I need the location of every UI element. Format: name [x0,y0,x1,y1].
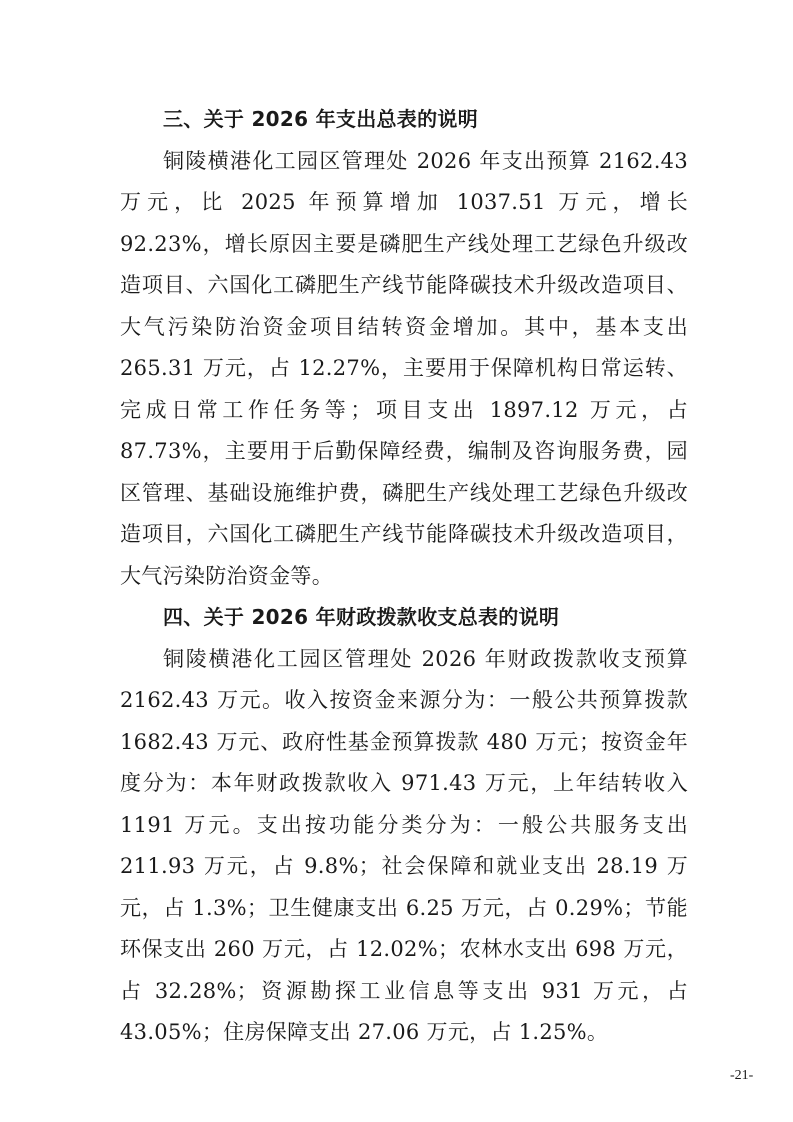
section-4-paragraph: 铜陵横港化工园区管理处 2026 年财政拨款收支预算 2162.43 万元。收入按资金来源分为：一般公共预算拨款 1682.43 万元、政府性基金预算拨款 480 万元；按资金年度分为：本年财政拨款收入 971.43 万元，上年结转收入 1191 万元。支出按功能分类分为：一般公共服务支出 211.93 万元，占 9.8%；社会保障和就业支出 28.19 万元，占 1.3%；卫生健康支出 6.25 万元，占 0.29%；节能环保支出 260 万元，占 12.02%；农林水支出 698 万元，占 32.28%；资源勘探工业信息等支出 931 万元，占 43.05%；住房保障支出 27.06 万元，占 1.25%。 [120,646,688,1044]
section-4-heading: 四、关于 2026 年财政拨款收支总表的说明 [163,605,560,629]
section-3-paragraph: 铜陵横港化工园区管理处 2026 年支出预算 2162.43 万元，比 2025 年预算增加 1037.51 万元，增长 92.23%，增长原因主要是磷肥生产线处理工艺绿色升级改造项目、六国化工磷肥生产线节能降碳技术升级改造项目、大气污染防治资金项目结转资金增加。其中，基本支出 265.31 万元，占 12.27%，主要用于保障机构日常运转、完成日常工作任务等；项目支出 1897.12 万元，占 87.73%，主要用于后勤保障经费，编制及咨询服务费，园区管理、基础设施维护费，磷肥生产线处理工艺绿色升级改造项目，六国化工磷肥生产线节能降碳技术升级改造项目，大气污染防治资金等。 [120,148,688,588]
page-number: -21- [730,1068,754,1083]
section-3-heading: 三、关于 2026 年支出总表的说明 [163,107,478,131]
document-body [120,99,688,1054]
